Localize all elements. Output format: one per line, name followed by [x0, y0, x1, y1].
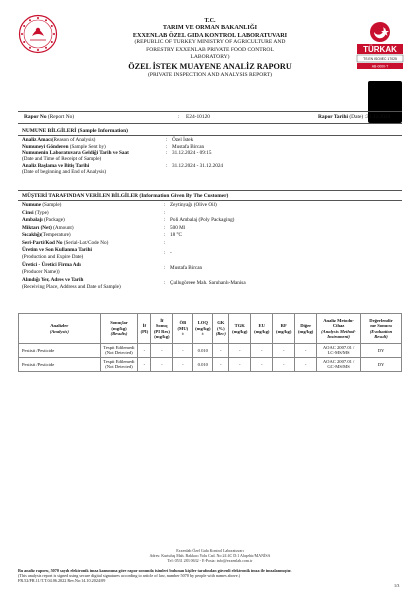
kv-row: Analiz Başlama ve Bitiş Tarihi (Date of beginning and End of Analysis) : 31.12.2024 - 31.12.2024	[22, 163, 224, 176]
kv-row: Üretim ve Son Kullanma Tarihi (Production and Expire Date) : -	[22, 247, 172, 260]
signature-notice: Bu analiz raporu, 5070 sayılı elektronik imza kanununa göre rapor sonunda isimleri bulunan kişiler tarafından güvenli elektronik imza ile imzalanmıştır. (This analysis report is signed using secure digital signatures according to article of law, number 5070 by people with names above.) FR.52/FR.11/T.T.04.06.2022 Rev.No:14.10.2024/09	[18, 568, 402, 583]
divider	[18, 200, 402, 201]
divider	[18, 123, 402, 124]
report-date-value: 31.12.2024	[366, 114, 391, 120]
report-no-value: E24-10120	[186, 114, 210, 120]
temperature-value: 18 °C	[170, 232, 183, 238]
table-row: Pestisit /Pesticide Tespit Edilemedi (Not Detected) - - - 0.010 - - - - - AOAC 2007.01 / GC-MS/MS DY	[19, 357, 402, 371]
col-header-eu: EU (mg/kg)	[251, 314, 273, 344]
receipt-date-value: 31.12.2024 - 09:15	[172, 150, 212, 156]
turkak-accreditation-icon	[355, 20, 405, 82]
kv-row: Sıcaklığı(Temperature) : 18 °C	[22, 232, 183, 238]
package-value: Poli Ambalaj (Poly Packaging)	[170, 217, 235, 223]
amount-value: 500 Ml	[170, 224, 186, 231]
table-row: Pestisit /Pesticide Tespit Edilemedi (Not Detected) - - - 0.010 - - - - - AOAC 2007.01 / LC-MS/MS DY	[19, 344, 402, 358]
kv-row: Analiz Amacı(Reason of Analysis) : Özel İstek	[22, 137, 194, 143]
header-ministry: TARIM VE ORMAN BAKANLIĞI	[162, 24, 258, 32]
kv-row: Alındığı Yer, Adres ve Tarih (Receiving Place, Address and Date of Sample) : Çullugöreee Mah. Saruhanlı-Manisa	[22, 277, 246, 290]
report-title: ÖZEL İSTEK MUAYENE ANALİZ RAPORU	[128, 62, 292, 72]
report-date-label: Rapor Tarihi	[318, 114, 349, 120]
kv-row: Numune (Sample) : Zeytinyağı (Olive Oil)	[22, 202, 217, 208]
col-header-pi-result: İf Sonuç (PI Res) (mg/kg)	[151, 314, 173, 344]
col-header-analysis: Analizler (Analysis)	[19, 314, 101, 344]
analysis-reason-value: Özel İstek	[172, 137, 194, 143]
col-header-pi: İf (PI)	[138, 314, 151, 344]
accreditation-standard: TS EN ISO/IEC 17025	[363, 57, 397, 61]
col-header-loq: LOQ (mg/kg) ±	[193, 314, 213, 344]
page-number: 1/3	[394, 583, 400, 588]
kv-row: Cinsi (Type) :	[22, 209, 166, 216]
col-header-method: Analiz Metodu- Cihaz (Analysis Method- Instrument)	[317, 314, 361, 344]
kv-row: Seri-Parti/Kod No (Serial-Lot/Code No) :	[22, 239, 166, 246]
report-number-line: Rapor No (Report No) : E24-10120 Rapor Tarihi (Date) :31.12.2024	[24, 114, 391, 120]
sample-sender-value: Mustafa Bircan	[172, 143, 205, 150]
sample-info-title: NUMUNE BİLGİLERİ (Sample Information)	[22, 128, 128, 134]
header-english-2: FORESTRY EXXENLAB PRIVATE FOOD CONTROL	[146, 46, 274, 53]
kv-row: Miktarı (Net) (Amount) : 500 Ml	[22, 224, 186, 231]
divider	[18, 135, 402, 136]
form-code: FR.52/FR.11/T.T.04.06.2022 Rev.No:14.10.2024/09	[18, 578, 106, 583]
table-header-row	[19, 314, 402, 344]
production-expiry-value: -	[170, 250, 172, 256]
report-subtitle: (PRIVATE INSPECTION AND ANALYSIS REPORT)	[148, 72, 272, 79]
kv-row: Üretici - Üretici Firma Adı (Producer Name)) : Mustafa Bircan	[22, 262, 203, 275]
kv-row: Numunenin Laboratuvara Geldiği Tarih ve Saat (Date and Time of Receipt of Sample) : 31.12.2024 - 09:15	[22, 150, 212, 163]
col-header-rf: RF (mg/kg)	[273, 314, 295, 344]
header-line-tc: T.C.	[204, 17, 216, 24]
report-header	[70, 17, 350, 80]
ministry-emblem-icon	[18, 14, 58, 54]
lab-address-footer: Exxenlab Özel Gıda Kontrol Laboratuvarı Adres: Kurtuluş Mah. Bakkacı Yolu Cad. No:24 4C D:1 Alaşehir/MANİSA Tel: 0531 283 0632 - E-Posta: info@exxenlab.com.tr	[149, 548, 271, 563]
col-header-evaluation: Değerlendir me Sonucu (Evaluation Result)	[361, 314, 402, 344]
sample-value: Zeytinyağı (Olive Oil)	[170, 202, 217, 208]
header-english-3: LABORATORY)	[190, 54, 230, 61]
producer-value: Mustafa Bircan	[170, 265, 203, 271]
kv-row: Numuneyi Gönderen (Sample Sent by) : Mustafa Bircan	[22, 143, 205, 150]
col-header-mu: ÖB (MU) ±	[173, 314, 193, 344]
accreditation-name: TÜRKAK	[363, 45, 397, 54]
kv-row: Ambalajı (Package) : Poli Ambalaj (Poly Packaging)	[22, 217, 235, 223]
col-header-tgk: TGK (mg/kg)	[229, 314, 251, 344]
header-english-1: (REPUBLIC OF TURKEY MINISTRY OF AGRICULTURE AND	[134, 39, 286, 46]
header-lab-name: EXXENLAB ÖZEL GIDA KONTROL LABORATUVARI	[132, 31, 288, 39]
report-no-label: Rapor No	[24, 114, 47, 120]
col-header-results: Sonuçlar (mg/kg) (Results)	[100, 314, 138, 344]
customer-info-title: MÜŞTERİ TARAFINDAN VERİLEN BİLGİLER (Information Given By The Customer)	[22, 193, 229, 199]
analysis-dates-value: 31.12.2024 - 31.12.2024	[172, 163, 224, 169]
results-table	[18, 313, 402, 372]
col-header-rec: GK (%) (Rec)	[213, 314, 229, 344]
receiving-place-value: Çullugöreee Mah. Saruhanlı-Manisa	[170, 280, 246, 286]
col-header-other: Diğer (mg/kg)	[295, 314, 317, 344]
accreditation-code: AB-0000-T	[371, 64, 389, 69]
divider	[18, 190, 402, 191]
